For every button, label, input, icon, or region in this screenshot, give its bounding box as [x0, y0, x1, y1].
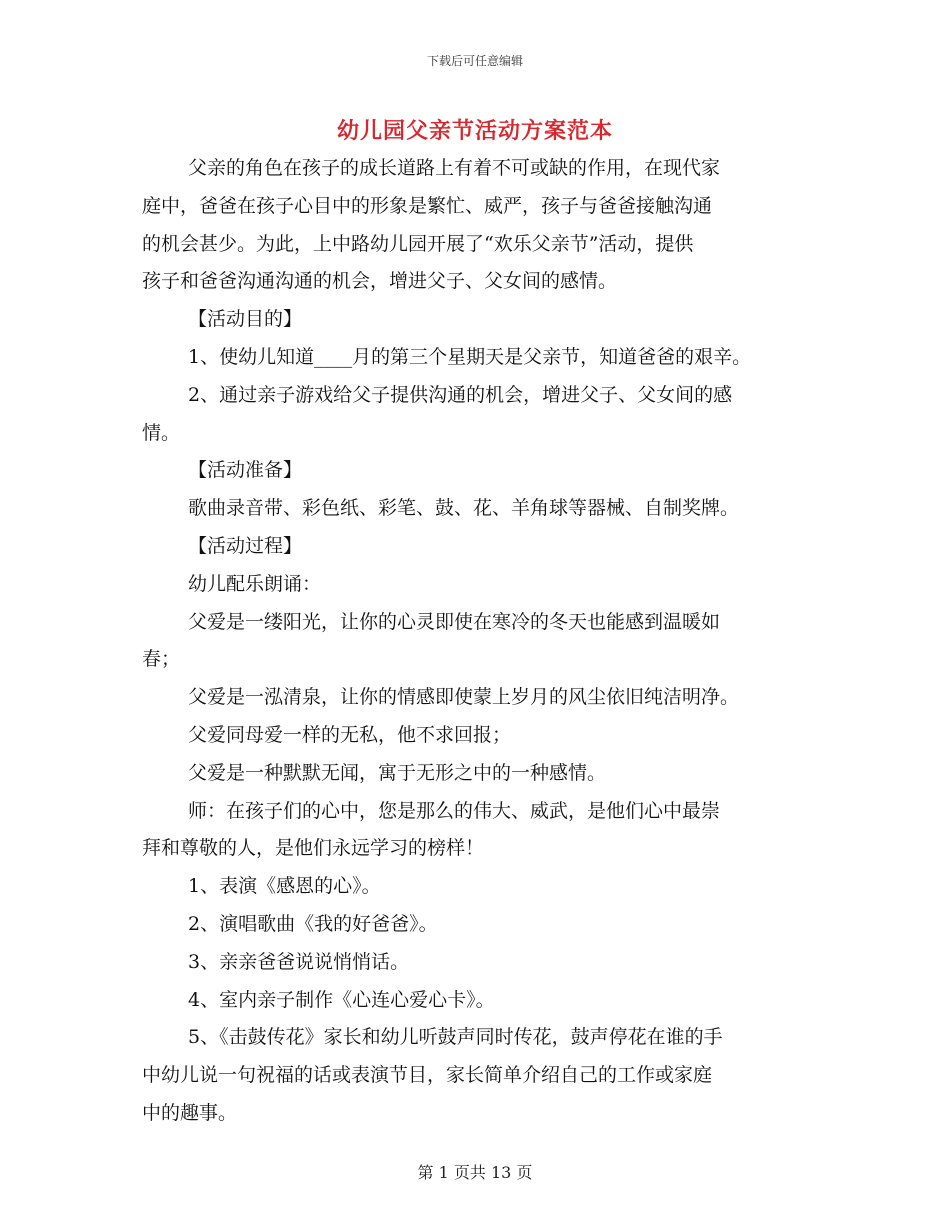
goal-item-1: 1、使幼儿知道____月的第三个星期天是父亲节，知道爸爸的艰辛。 — [188, 345, 752, 368]
poem-line-2: 父爱是一泓清泉，让你的情感即使蒙上岁月的风尘依旧纯洁明净。 — [188, 686, 740, 709]
document-body — [142, 150, 822, 1133]
page-footer: 第 1 页共 13 页 — [417, 1163, 533, 1182]
intro-line-3: 的机会甚少。为此，上中路幼儿园开展了“欢乐父亲节”活动，提供 — [142, 232, 694, 255]
header-note: 下载后可任意编辑 — [426, 54, 523, 68]
process-item-4: 4、室内亲子制作《心连心爱心卡》。 — [188, 988, 495, 1011]
goal-item-2-cont: 情。 — [142, 421, 181, 444]
process-item-5: 5、《击鼓传花》家长和幼儿听鼓声同时传花，鼓声停花在谁的手 — [188, 1026, 723, 1049]
teacher-line: 师：在孩子们的心中，您是那么的伟大、威武，是他们心中最崇 — [188, 799, 721, 822]
process-item-1: 1、表演《感恩的心》。 — [188, 875, 381, 898]
section-heading-preparation: 【活动准备】 — [188, 459, 303, 482]
document-title: 幼儿园父亲节活动方案范本 — [336, 118, 613, 144]
poem-line-1-cont: 春； — [142, 648, 181, 671]
preparation-list: 歌曲录音带、彩色纸、彩笔、鼓、花、羊角球等器械、自制奖牌。 — [188, 497, 740, 520]
process-item-2: 2、演唱歌曲《我的好爸爸》。 — [188, 912, 438, 935]
poem-line-3: 父爱同母爱一样的无私，他不求回报； — [188, 723, 512, 746]
section-heading-process: 【活动过程】 — [188, 534, 303, 557]
process-item-5-cont-2: 中的趣事。 — [142, 1101, 238, 1124]
poem-line-1: 父爱是一缕阳光，让你的心灵即使在寒冷的冬天也能感到温暖如 — [188, 610, 721, 633]
process-item-3: 3、亲亲爸爸说说悄悄话。 — [188, 950, 410, 973]
teacher-line-cont: 拜和尊敬的人，是他们永远学习的榜样！ — [142, 837, 485, 860]
process-item-5-cont-1: 中幼儿说一句祝福的话或表演节目，家长简单介绍自己的工作或家庭 — [142, 1064, 713, 1087]
poem-line-4: 父爱是一种默默无闻，寓于无形之中的一种感情。 — [188, 761, 607, 784]
process-intro: 幼儿配乐朗诵： — [188, 572, 322, 595]
goal-item-2: 2、通过亲子游戏给父子提供沟通的机会，增进父子、父女间的感 — [188, 383, 733, 406]
intro-line-4: 孩子和爸爸沟通沟通的机会，增进父子、父女间的感情。 — [142, 270, 618, 293]
intro-line-2: 庭中，爸爸在孩子心目中的形象是繁忙、威严，孩子与爸爸接触沟通 — [142, 194, 713, 217]
section-heading-goals: 【活动目的】 — [188, 308, 303, 331]
intro-line-1: 父亲的角色在孩子的成长道路上有着不可或缺的作用，在现代家 — [188, 157, 721, 179]
